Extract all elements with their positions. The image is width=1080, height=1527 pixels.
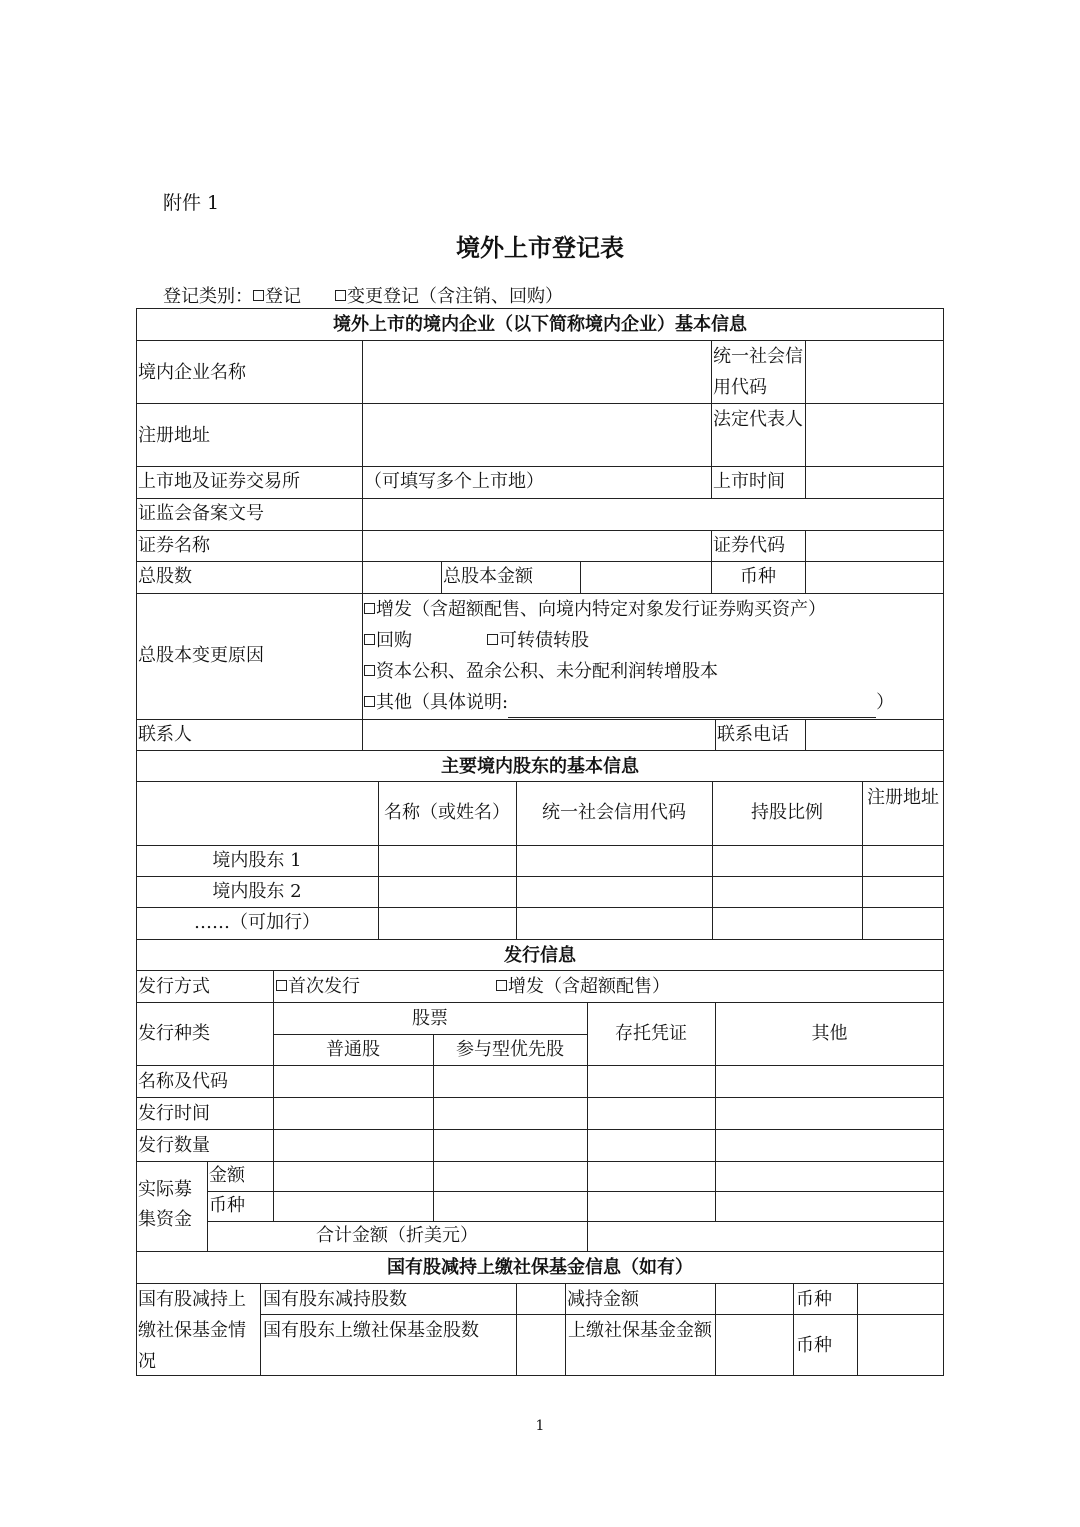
col-preferred-stock: 参与型优先股 [456, 1039, 564, 1060]
label-reg-address: 注册地址 [138, 425, 210, 446]
label-paid-currency: 币种 [796, 1335, 832, 1356]
label-name-code: 名称及代码 [138, 1071, 228, 1092]
label-listing-time: 上市时间 [713, 471, 785, 492]
label-issue-time: 发行时间 [138, 1103, 210, 1124]
label-sec-name: 证券名称 [138, 535, 210, 556]
label-phone: 联系电话 [717, 724, 789, 745]
option-change-register: 变更登记（含注销、回购） [347, 286, 563, 307]
checkbox-register[interactable] [253, 290, 264, 301]
category-label: 登记类别： [163, 286, 253, 307]
option-register: 登记 [265, 286, 301, 307]
col-shareholder-ratio: 持股比例 [751, 802, 823, 823]
section-issuance-header: 发行信息 [504, 945, 576, 966]
col-depositary: 存托凭证 [615, 1023, 687, 1044]
label-shares-paid: 国有股东上缴社保基金股数 [263, 1320, 479, 1341]
registration-category [163, 282, 563, 308]
col-shareholder-code: 统一社会信用代码 [542, 802, 686, 823]
label-raised-funds: 实际募集资金 [138, 1179, 192, 1230]
checkbox-additional-issue[interactable] [496, 980, 507, 991]
other-explanation-line[interactable] [508, 703, 876, 718]
reason-buyback-row: 回购 [364, 625, 412, 656]
form-title: 境外上市登记表 [456, 234, 624, 262]
label-state-shares: 国有股减持上缴社保基金情况 [138, 1289, 246, 1372]
page-number: 1 [535, 1418, 545, 1434]
listing-place-hint: （可填写多个上市地） [364, 471, 544, 492]
shareholder-row-more: ……（可加行） [194, 912, 320, 933]
reason-convertible: 可转债转股 [487, 625, 589, 656]
label-company-name: 境内企业名称 [138, 362, 246, 383]
checkbox-initial-issue[interactable] [276, 980, 287, 991]
section-state-shares-header: 国有股减持上缴社保基金信息（如有） [387, 1257, 693, 1278]
label-total-usd: 合计金额（折美元） [316, 1225, 478, 1246]
label-csrc-no: 证监会备案文号 [138, 503, 264, 524]
label-listing-place: 上市地及证券交易所 [138, 471, 300, 492]
label-total-shares: 总股数 [138, 566, 192, 587]
col-shareholder-name: 名称（或姓名） [384, 802, 510, 823]
checkbox-convertible[interactable] [487, 634, 498, 645]
checkbox-change-register[interactable] [335, 290, 346, 301]
method-initial: 首次发行 [276, 971, 360, 1002]
label-legal-rep: 法定代表人 [713, 409, 803, 430]
label-raised-amount: 金额 [209, 1165, 245, 1186]
label-shares-reduced: 国有股东减持股数 [263, 1289, 407, 1310]
checkbox-other[interactable] [364, 696, 375, 707]
col-common-stock: 普通股 [326, 1039, 380, 1060]
label-total-capital: 总股本金额 [443, 566, 533, 587]
label-sec-code: 证券代码 [713, 535, 785, 556]
checkbox-buyback[interactable] [364, 634, 375, 645]
reason-other: 其他（具体说明: ） [364, 687, 894, 718]
label-change-reason: 总股本变更原因 [138, 645, 264, 666]
label-amount-paid: 上缴社保基金金额 [568, 1320, 712, 1341]
label-credit-code: 统一社会信用代码 [713, 346, 803, 398]
col-stock: 股票 [412, 1008, 448, 1029]
reason-increase: 增发（含超额配售、向境内特定对象发行证券购买资产） [364, 594, 826, 625]
attachment-label: 附件 1 [163, 192, 220, 214]
checkbox-increase[interactable] [364, 603, 375, 614]
shareholder-row-1: 境内股东 1 [212, 850, 302, 871]
label-amount-reduced: 减持金额 [567, 1289, 639, 1310]
section-basic-info-header: 境外上市的境内企业（以下简称境内企业）基本信息 [333, 314, 747, 335]
reason-capital-reserve: 资本公积、盈余公积、未分配利润转增股本 [364, 656, 718, 687]
label-contact: 联系人 [138, 724, 192, 745]
col-shareholder-address: 注册地址 [867, 787, 939, 808]
method-additional: 增发（含超额配售） [496, 971, 670, 1002]
shareholder-row-2: 境内股东 2 [212, 881, 302, 902]
label-raised-currency: 币种 [209, 1195, 245, 1216]
label-reduced-currency: 币种 [796, 1289, 832, 1310]
label-currency: 币种 [740, 566, 776, 587]
label-issue-qty: 发行数量 [138, 1135, 210, 1156]
label-issue-type: 发行种类 [138, 1023, 210, 1044]
section-shareholders-header: 主要境内股东的基本信息 [441, 756, 639, 777]
col-other: 其他 [811, 1023, 848, 1044]
label-issue-method: 发行方式 [138, 976, 210, 997]
checkbox-capital-reserve[interactable] [364, 665, 375, 676]
